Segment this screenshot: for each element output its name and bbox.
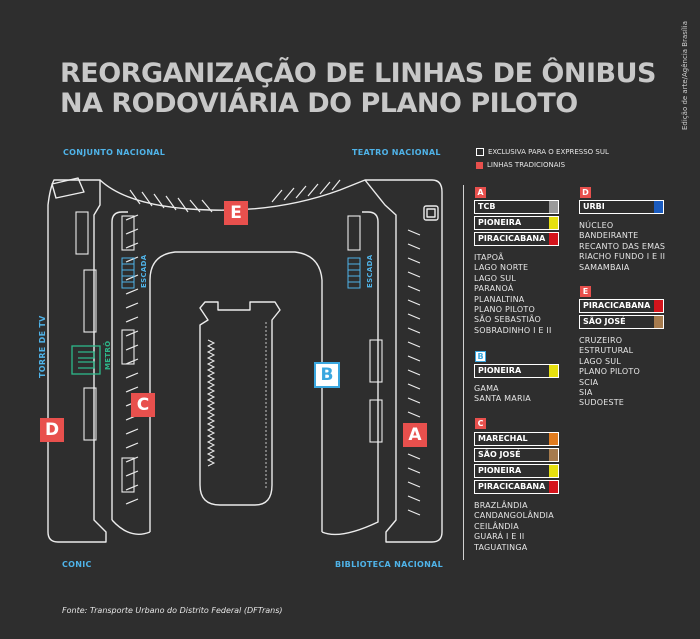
group-b-operators: [474, 364, 559, 378]
title-line-1: REORGANIZAÇÃO DE LINHAS DE ÔNIBUS: [60, 58, 656, 89]
operator-sao-jose: [579, 315, 664, 329]
group-a-destinations: [474, 253, 552, 336]
operator-color-swatch: [549, 433, 558, 445]
inner-right-building-1: [348, 216, 360, 250]
right-corner-box: [424, 206, 438, 220]
group-c-operators: [474, 432, 559, 494]
operator-name: SÃO JOSÉ: [478, 450, 521, 459]
destination: SCIA: [579, 377, 599, 387]
operator-piracicabana: [579, 299, 664, 313]
inner-right-building-2: [370, 340, 382, 382]
operator-name: MARECHAL: [478, 434, 528, 443]
destination: LAGO NORTE: [474, 263, 529, 273]
operator-color-swatch: [549, 465, 558, 477]
label-torre-de-tv: TORRE DE TV: [38, 315, 47, 378]
destination: PARANOÁ: [474, 284, 514, 294]
group-d-destinations: [579, 221, 665, 273]
operator-name: TCB: [478, 202, 496, 211]
credit: Edição de arte/Agência Brasília: [681, 20, 689, 130]
left-platform-outline: [48, 180, 106, 542]
destination: GUARÁ I E II: [474, 532, 525, 542]
label-conjunto-nacional: CONJUNTO NACIONAL: [63, 148, 166, 157]
group-e-destinations: [579, 336, 640, 409]
destination: CRUZEIRO: [579, 336, 623, 345]
right-bus-bays: [408, 230, 420, 515]
legend-traditional-swatch: [476, 162, 483, 169]
title-line-2: NA RODOVIÁRIA DO PLANO PILOTO: [60, 88, 578, 119]
destination: RECANTO DAS EMAS: [579, 241, 666, 251]
map-badge-c: C: [131, 393, 155, 417]
destination: PLANALTINA: [474, 294, 525, 304]
group-c-destinations: [474, 501, 554, 553]
inner-right-building-3: [370, 400, 382, 442]
map-badge-a: A: [403, 423, 427, 447]
legend-traditional: [476, 161, 565, 169]
destination: BRAZLÂNDIA: [474, 501, 528, 510]
legend-express: [476, 148, 609, 156]
legend-traditional-label: LINHAS TRADICIONAIS: [487, 161, 566, 169]
destination: TAGUATINGA: [474, 542, 528, 552]
group-d-badge: D: [580, 187, 591, 198]
operator-name: PIRACICABANA: [478, 482, 546, 491]
legend-express-swatch: [476, 148, 484, 156]
operator-color-swatch: [549, 217, 558, 229]
operator-color-swatch: [549, 201, 558, 213]
destination: RIACHO FUNDO I E II: [579, 252, 666, 262]
group-b-badge: B: [475, 351, 486, 362]
group-c-badge: C: [475, 418, 486, 429]
operator-pioneira: [474, 364, 559, 378]
map-badge-d: D: [40, 418, 64, 442]
source-note: Fonte: Transporte Urbano do Distrito Federal (DFTrans): [62, 606, 283, 615]
label-teatro-nacional: TEATRO NACIONAL: [352, 148, 441, 157]
destination: NÚCLEO: [579, 221, 614, 230]
operator-name: PIONEIRA: [478, 466, 522, 475]
destination: GAMA: [474, 384, 499, 393]
stairs-icons: [122, 258, 360, 288]
operator-name: PIONEIRA: [478, 218, 522, 227]
destination: LAGO SUL: [579, 356, 622, 366]
destination: SAMAMBAIA: [579, 262, 630, 272]
legend-express-label: EXCLUSIVA PARA O EXPRESSO SUL: [488, 148, 609, 156]
operator-name: PIONEIRA: [478, 366, 522, 375]
destination: LAGO SUL: [474, 273, 517, 283]
label-biblioteca-nacional: BIBLIOTECA NACIONAL: [335, 560, 444, 569]
operator-sao-jose: [474, 448, 559, 462]
group-d-operators: [579, 200, 664, 214]
destination: SANTA MARIA: [474, 394, 531, 404]
destination: SOBRADINHO I E II: [474, 325, 552, 335]
destination: CANDANGOLÂNDIA: [474, 511, 554, 521]
operator-urbi: [579, 200, 664, 214]
operator-color-swatch: [654, 201, 663, 213]
left-building-1: [76, 212, 88, 254]
operator-name: SÃO JOSÉ: [583, 317, 626, 326]
operator-color-swatch: [549, 365, 558, 377]
operator-tcb: [474, 200, 559, 214]
operator-name: PIRACICABANA: [478, 234, 546, 243]
operator-piracicabana: [474, 232, 559, 246]
label-escada-left: ESCADA: [140, 254, 148, 288]
destination: PLANO PILOTO: [579, 367, 640, 377]
operator-color-swatch: [654, 300, 663, 312]
group-a-operators: [474, 200, 559, 246]
map-badge-e: E: [224, 201, 248, 225]
operator-color-swatch: [549, 233, 558, 245]
destination: BANDEIRANTE: [579, 231, 639, 241]
left-corner-detail: [52, 178, 84, 198]
destination: CEILÂNDIA: [474, 521, 519, 531]
destination: ESTRUTURAL: [579, 346, 634, 356]
operator-color-swatch: [549, 481, 558, 493]
destination: SÃO SEBASTIÃO: [474, 315, 542, 325]
operator-color-swatch: [549, 449, 558, 461]
label-conic: CONIC: [62, 560, 92, 569]
label-escada-right: ESCADA: [366, 254, 374, 288]
destination: SUDOESTE: [579, 398, 625, 408]
operator-pioneira: [474, 216, 559, 230]
group-b-destinations: [474, 384, 531, 405]
map-badge-b: B: [314, 362, 340, 388]
operator-name: URBI: [583, 202, 605, 211]
operator-pioneira: [474, 464, 559, 478]
label-metro: METRÔ: [104, 340, 112, 370]
metro-icon: [72, 346, 100, 374]
operator-piracicabana: [474, 480, 559, 494]
operator-marechal: [474, 432, 559, 446]
group-e-badge: E: [580, 286, 591, 297]
group-e-operators: [579, 299, 664, 329]
destination: ITAPOÃ: [474, 253, 504, 262]
group-a-badge: A: [475, 187, 486, 198]
destination: PLANO PILOTO: [474, 305, 535, 315]
operator-color-swatch: [654, 316, 663, 328]
legend-divider: [463, 185, 464, 560]
operator-name: PIRACICABANA: [583, 301, 651, 310]
right-platform-outline: [365, 180, 442, 542]
destination: SIA: [579, 388, 593, 398]
